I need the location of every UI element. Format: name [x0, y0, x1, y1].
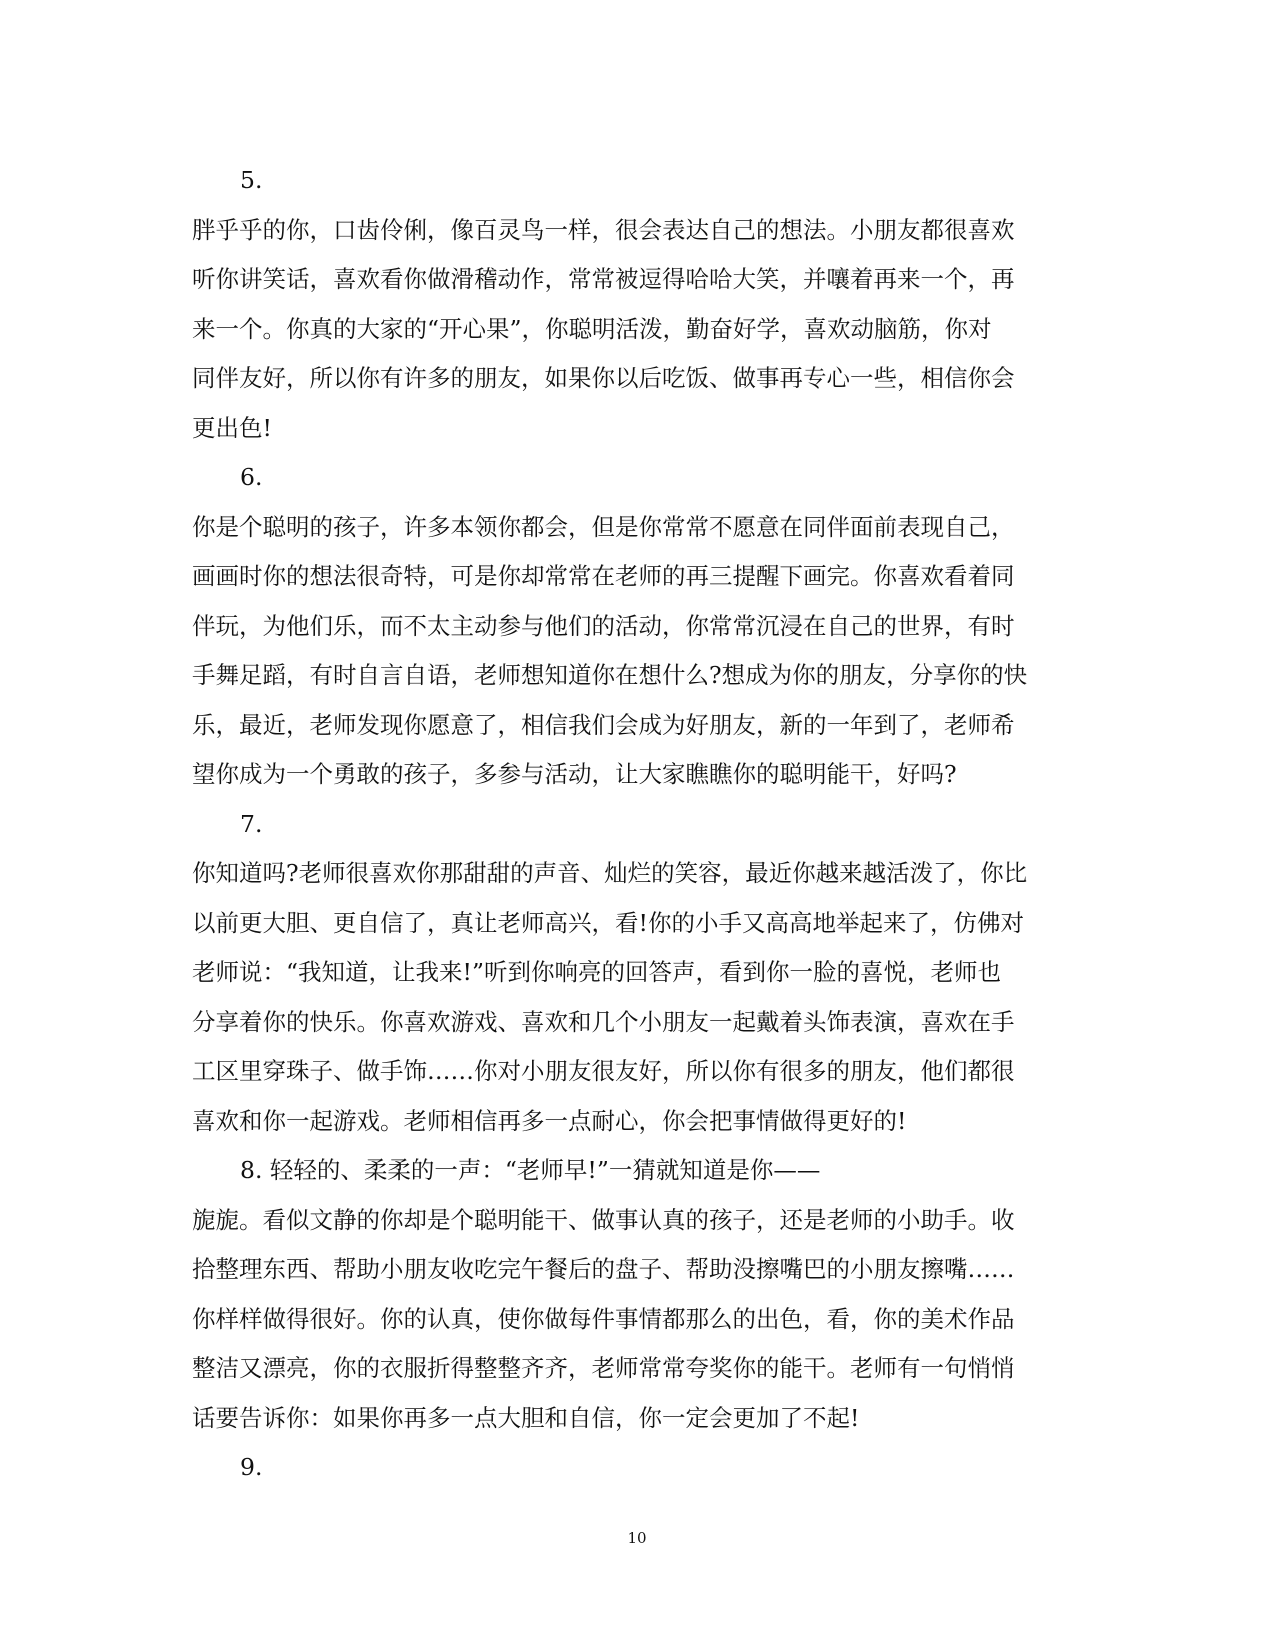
paragraph-line: 更出色!	[192, 413, 272, 442]
section-5	[192, 156, 1082, 453]
paragraph-line: 整洁又漂亮，你的衣服折得整整齐齐，老师常常夸奖你的能干。老师有一句悄悄	[192, 1354, 1015, 1382]
paragraph-line: 老师说：“我知道，让我来!”听到你响亮的回答声，看到你一脸的喜悦，老师也	[192, 958, 1001, 986]
paragraph-line: 伴玩，为他们乐，而不太主动参与他们的活动，你常常沉浸在自己的世界，有时	[192, 611, 1015, 640]
section-9	[192, 1443, 1082, 1493]
paragraph-line: 工区里穿珠子、做手饰……你对小朋友很友好，所以你有很多的朋友，他们都很	[192, 1057, 1015, 1085]
item-number: 6.	[240, 463, 263, 491]
paragraph-line: 分享着你的快乐。你喜欢游戏、喜欢和几个小朋友一起戴着头饰表演，喜欢在手	[192, 1007, 1015, 1036]
paragraph-line: 画画时你的想法很奇特，可是你却常常在老师的再三提醒下画完。你喜欢看着同	[192, 562, 1015, 590]
paragraph-line: 你样样做得很好。你的认真，使你做每件事情都那么的出色，看，你的美术作品	[192, 1304, 1015, 1333]
paragraph-line: 旎旎。看似文静的你却是个聪明能干、做事认真的孩子，还是老师的小助手。收	[192, 1205, 1015, 1234]
paragraph-line: 来一个。你真的大家的“开心果”，你聪明活泼，勤奋好学，喜欢动脑筋，你对	[192, 314, 992, 343]
paragraph-line: 望你成为一个勇敢的孩子，多参与活动，让大家瞧瞧你的聪明能干，好吗?	[192, 760, 957, 788]
paragraph-line: 胖乎乎的你，口齿伶俐，像百灵鸟一样，很会表达自己的想法。小朋友都很喜欢	[192, 215, 1015, 244]
item-number: 8. 轻轻的、柔柔的一声：“老师早!”一猜就知道是你——	[240, 1156, 821, 1184]
paragraph-line: 拾整理东西、帮助小朋友收吃完午餐后的盘子、帮助没擦嘴巴的小朋友擦嘴……	[192, 1255, 1015, 1283]
paragraph-line: 乐，最近，老师发现你愿意了，相信我们会成为好朋友，新的一年到了，老师希	[192, 710, 1015, 739]
item-number: 5.	[240, 166, 263, 194]
paragraph-line: 以前更大胆、更自信了，真让老师高兴，看!你的小手又高高地举起来了，仿佛对	[192, 908, 1024, 937]
paragraph-line: 同伴友好，所以你有许多的朋友，如果你以后吃饭、做事再专心一些，相信你会	[192, 364, 1015, 392]
paragraph-line: 你是个聪明的孩子，许多本领你都会，但是你常常不愿意在同伴面前表现自己，	[192, 512, 1015, 541]
paragraph-line: 听你讲笑话，喜欢看你做滑稽动作，常常被逗得哈哈大笑，并嚷着再来一个，再	[192, 265, 1015, 293]
section-7	[192, 800, 1082, 1147]
paragraph-line: 手舞足蹈，有时自言自语，老师想知道你在想什么?想成为你的朋友，分享你的快	[192, 661, 1028, 689]
paragraph-line: 你知道吗?老师很喜欢你那甜甜的声音、灿烂的笑容，最近你越来越活泼了，你比	[192, 859, 1028, 887]
section-6	[192, 453, 1082, 800]
paragraph-line: 喜欢和你一起游戏。老师相信再多一点耐心，你会把事情做得更好的!	[192, 1106, 907, 1135]
paragraph-line: 话要告诉你：如果你再多一点大胆和自信，你一定会更加了不起!	[192, 1403, 860, 1432]
document-body	[192, 156, 1082, 1493]
item-number: 9.	[240, 1453, 263, 1481]
page-number: 10	[627, 1529, 647, 1547]
item-number: 7.	[240, 809, 263, 838]
section-8	[192, 1146, 1082, 1443]
